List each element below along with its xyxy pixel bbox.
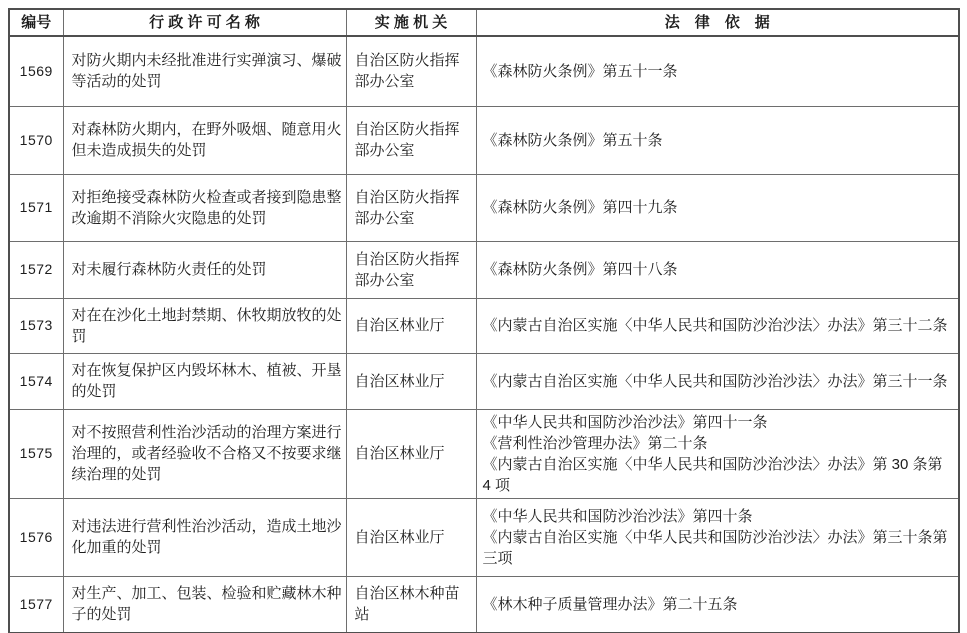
header-agency: 实 施 机 关 xyxy=(346,9,476,36)
legal-basis-line: 《森林防火条例》第五十条 xyxy=(482,131,663,149)
row-legal-basis xyxy=(476,498,959,576)
row-id: 1573 xyxy=(9,298,63,353)
table-row xyxy=(9,353,959,409)
legal-basis-line: 《内蒙古自治区实施〈中华人民共和国防沙治沙法〉办法》第三十二条 xyxy=(482,317,948,334)
header-legal-basis: 法 律 依 据 xyxy=(476,9,959,36)
row-legal-basis xyxy=(476,36,959,106)
table-row xyxy=(9,106,959,174)
row-agency: 自治区林业厅 xyxy=(346,409,476,498)
row-license-name: 对防火期内未经批准进行实弹演习、爆破等活动的处罚 xyxy=(63,36,346,106)
row-id: 1574 xyxy=(9,353,63,409)
row-license-name: 对森林防火期内，在野外吸烟、随意用火但未造成损失的处罚 xyxy=(63,106,346,174)
row-id: 1570 xyxy=(9,106,63,174)
legal-basis-line: 《内蒙古自治区实施〈中华人民共和国防沙治沙法〉办法》第三十条第三项 xyxy=(482,528,948,567)
row-legal-basis xyxy=(476,106,959,174)
row-legal-basis xyxy=(476,174,959,241)
row-agency: 自治区防火指挥部办公室 xyxy=(346,36,476,106)
row-agency: 自治区防火指挥部办公室 xyxy=(346,174,476,241)
legal-basis-line: 《营利性治沙管理办法》第二十条 xyxy=(482,434,708,452)
legal-basis-line: 《中华人民共和国防沙治沙法》第四十条 xyxy=(482,507,753,525)
table-row xyxy=(9,298,959,353)
table-row xyxy=(9,576,959,633)
table-row xyxy=(9,174,959,241)
row-id: 1572 xyxy=(9,241,63,298)
row-id: 1576 xyxy=(9,498,63,576)
row-agency: 自治区防火指挥部办公室 xyxy=(346,241,476,298)
table-row xyxy=(9,409,959,498)
legal-basis-line: 《林木种子质量管理办法》第二十五条 xyxy=(482,595,738,613)
row-legal-basis xyxy=(476,241,959,298)
row-license-name: 对生产、加工、包装、检验和贮藏林木种子的处罚 xyxy=(63,576,346,633)
table-header-row xyxy=(9,9,959,36)
row-license-name: 对不按照营利性治沙活动的治理方案进行治理的，或者经验收不合格又不按要求继续治理的处罚 xyxy=(63,409,346,498)
row-agency: 自治区防火指挥部办公室 xyxy=(346,106,476,174)
admin-punishment-table xyxy=(8,8,960,633)
row-id: 1575 xyxy=(9,409,63,498)
table-row xyxy=(9,498,959,576)
row-agency: 自治区林业厅 xyxy=(346,498,476,576)
table-row xyxy=(9,241,959,298)
row-id: 1577 xyxy=(9,576,63,633)
row-legal-basis xyxy=(476,353,959,409)
row-legal-basis xyxy=(476,576,959,633)
table-row xyxy=(9,36,959,106)
row-license-name: 对违法进行营利性治沙活动，造成土地沙化加重的处罚 xyxy=(63,498,346,576)
row-agency: 自治区林业厅 xyxy=(346,353,476,409)
row-license-name: 对在恢复保护区内毁坏林木、植被、开垦的处罚 xyxy=(63,353,346,409)
legal-basis-line: 《内蒙古自治区实施〈中华人民共和国防沙治沙法〉办法》第 30 条第 4 项 xyxy=(482,455,943,494)
header-license-name: 行 政 许 可 名 称 xyxy=(63,9,346,36)
row-license-name: 对拒绝接受森林防火检查或者接到隐患整改逾期不消除火灾隐患的处罚 xyxy=(63,174,346,241)
row-legal-basis xyxy=(476,298,959,353)
legal-basis-line: 《内蒙古自治区实施〈中华人民共和国防沙治沙法〉办法》第三十一条 xyxy=(482,372,948,390)
row-agency: 自治区林木种苗站 xyxy=(346,576,476,633)
legal-basis-line: 《森林防火条例》第五十一条 xyxy=(482,62,678,80)
row-agency: 自治区林业厅 xyxy=(346,298,476,353)
header-id: 编号 xyxy=(9,9,63,36)
row-license-name: 对在在沙化土地封禁期、休牧期放牧的处罚 xyxy=(63,298,346,353)
row-id: 1569 xyxy=(9,36,63,106)
legal-basis-line: 《森林防火条例》第四十八条 xyxy=(482,261,678,278)
row-legal-basis xyxy=(476,409,959,498)
legal-basis-line: 《中华人民共和国防沙治沙法》第四十一条 xyxy=(482,413,768,431)
row-id: 1571 xyxy=(9,174,63,241)
row-license-name: 对未履行森林防火责任的处罚 xyxy=(63,241,346,298)
legal-basis-line: 《森林防火条例》第四十九条 xyxy=(482,199,678,216)
